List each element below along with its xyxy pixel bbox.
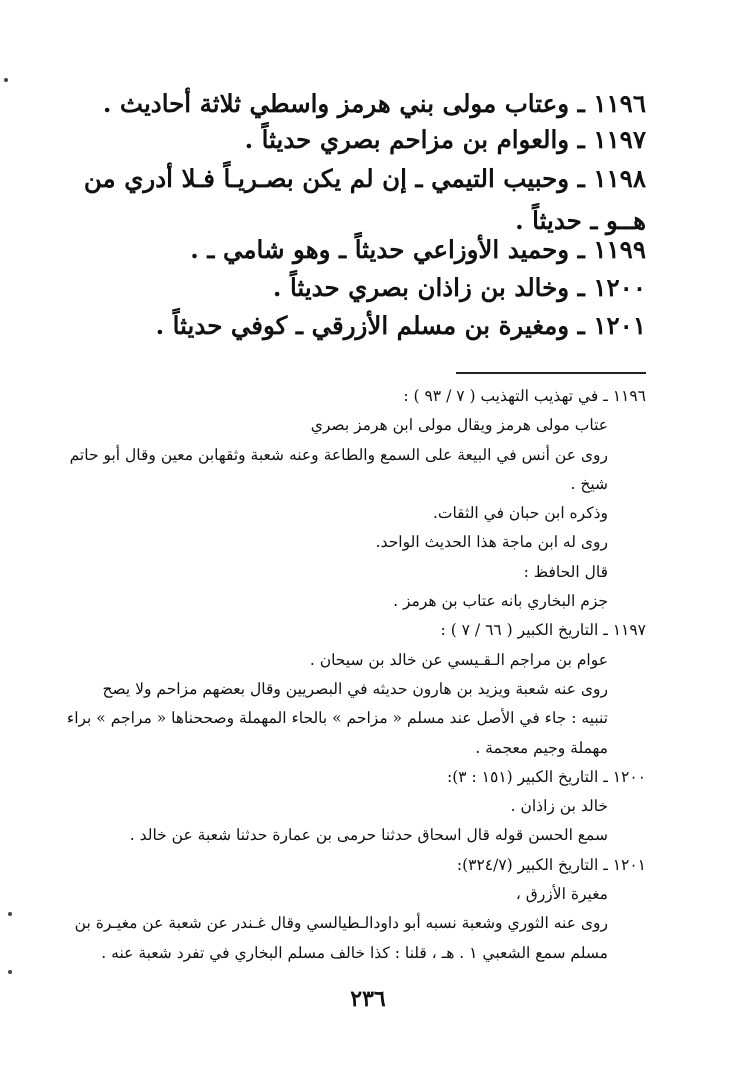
footnote-line: ١١٩٦ ـ في تهذيب التهذيب ( ٧ / ٩٣ ) : <box>403 387 646 405</box>
entry-1196: ١١٩٦ ـ وعتاب مولى بني هرمز واسطي ثلاثة أحاديث . <box>102 89 646 118</box>
scan-speck <box>8 970 12 974</box>
footnote-line: وذكره ابن حبان في الثقات. <box>432 504 608 523</box>
entry-1199: ١١٩٩ ـ وحميد الأوزاعي حديثاً ـ وهو شامي ـ . <box>190 235 646 264</box>
footnote-line: تنبيه : جاء في الأصل عند مسلم « مزاحم » بالحاء المهملة وصححناها « مراجم » براء <box>66 709 608 728</box>
footnote-line: جزم البخاري بانه عتاب بن هرمز . <box>393 592 608 611</box>
footnote-line: عوام بن مراجم الـقـيسي عن خالد بن سيحان . <box>309 650 608 669</box>
footnote-line: ١١٩٧ ـ التاريخ الكبير ( ٦٦ / ٧ ) : <box>440 621 646 640</box>
scan-speck <box>4 78 8 82</box>
footnote-line: روى عنه الثوري وشعبة نسبه أبو داودالـطيالسي وقال غـندر عن شعبة عن مغيـرة بن <box>74 914 608 933</box>
footnotes <box>66 382 646 968</box>
footnote-line: مغيرة الأزرق ، <box>515 885 608 904</box>
footnote-line: عتاب مولى هرمز ويقال مولى ابن هرمز بصري <box>310 416 608 435</box>
footnote-divider <box>456 372 646 374</box>
footnote-line: سمع الحسن قوله قال اسحاق حدثنا حرمى بن عمارة حدثنا شعبة عن خالد . <box>129 826 608 845</box>
entry-1197: ١١٩٧ ـ والعوام بن مزاحم بصري حديثاً . <box>244 125 646 154</box>
footnote-line: خالد بن زاذان . <box>510 797 608 816</box>
footnote-line: ١٢٠٠ ـ التاريخ الكبير (١٥١ : ٣): <box>446 767 646 786</box>
footnote-line: مسلم سمع الشعبي ١ . هـ ، قلنا : كذا خالف مسلم البخاري في تفرد شعبة عنه . <box>101 943 608 962</box>
entry-1198: ١١٩٨ ـ وحبيب التيمي ـ إن لم يكن بصـريـاً فـلا أدري من هــو ـ حديثاً . <box>83 164 646 235</box>
footnote-line: مهملة وجيم معجمة . <box>475 738 608 757</box>
entry-1201: ١٢٠١ ـ ومغيرة بن مسلم الأزرقي ـ كوفي حديثاً . <box>155 311 646 340</box>
footnote-line: روى عنه شعبة ويزيد بن هارون حديثه في البصريين وقال بعضهم مزاحم ولا يصح <box>102 679 608 698</box>
footnote-line: ١٢٠١ ـ التاريخ الكبير (٣٢٤/٧): <box>456 855 646 874</box>
footnote-line: روى عن أنس في البيعة على السمع والطاعة وعنه شعبة وثقهابن معين وقال أبو حاتم <box>69 445 608 464</box>
page-number: ٢٣٦ <box>350 986 386 1012</box>
scan-speck <box>8 912 12 916</box>
footnote-line: قال الحافظ : <box>523 562 608 581</box>
footnote-line: روى له ابن ماجة هذا الحديث الواحد. <box>375 533 608 552</box>
footnote-line: شيخ . <box>570 474 608 493</box>
entry-1200: ١٢٠٠ ـ وخالد بن زاذان بصري حديثاً . <box>272 273 646 302</box>
